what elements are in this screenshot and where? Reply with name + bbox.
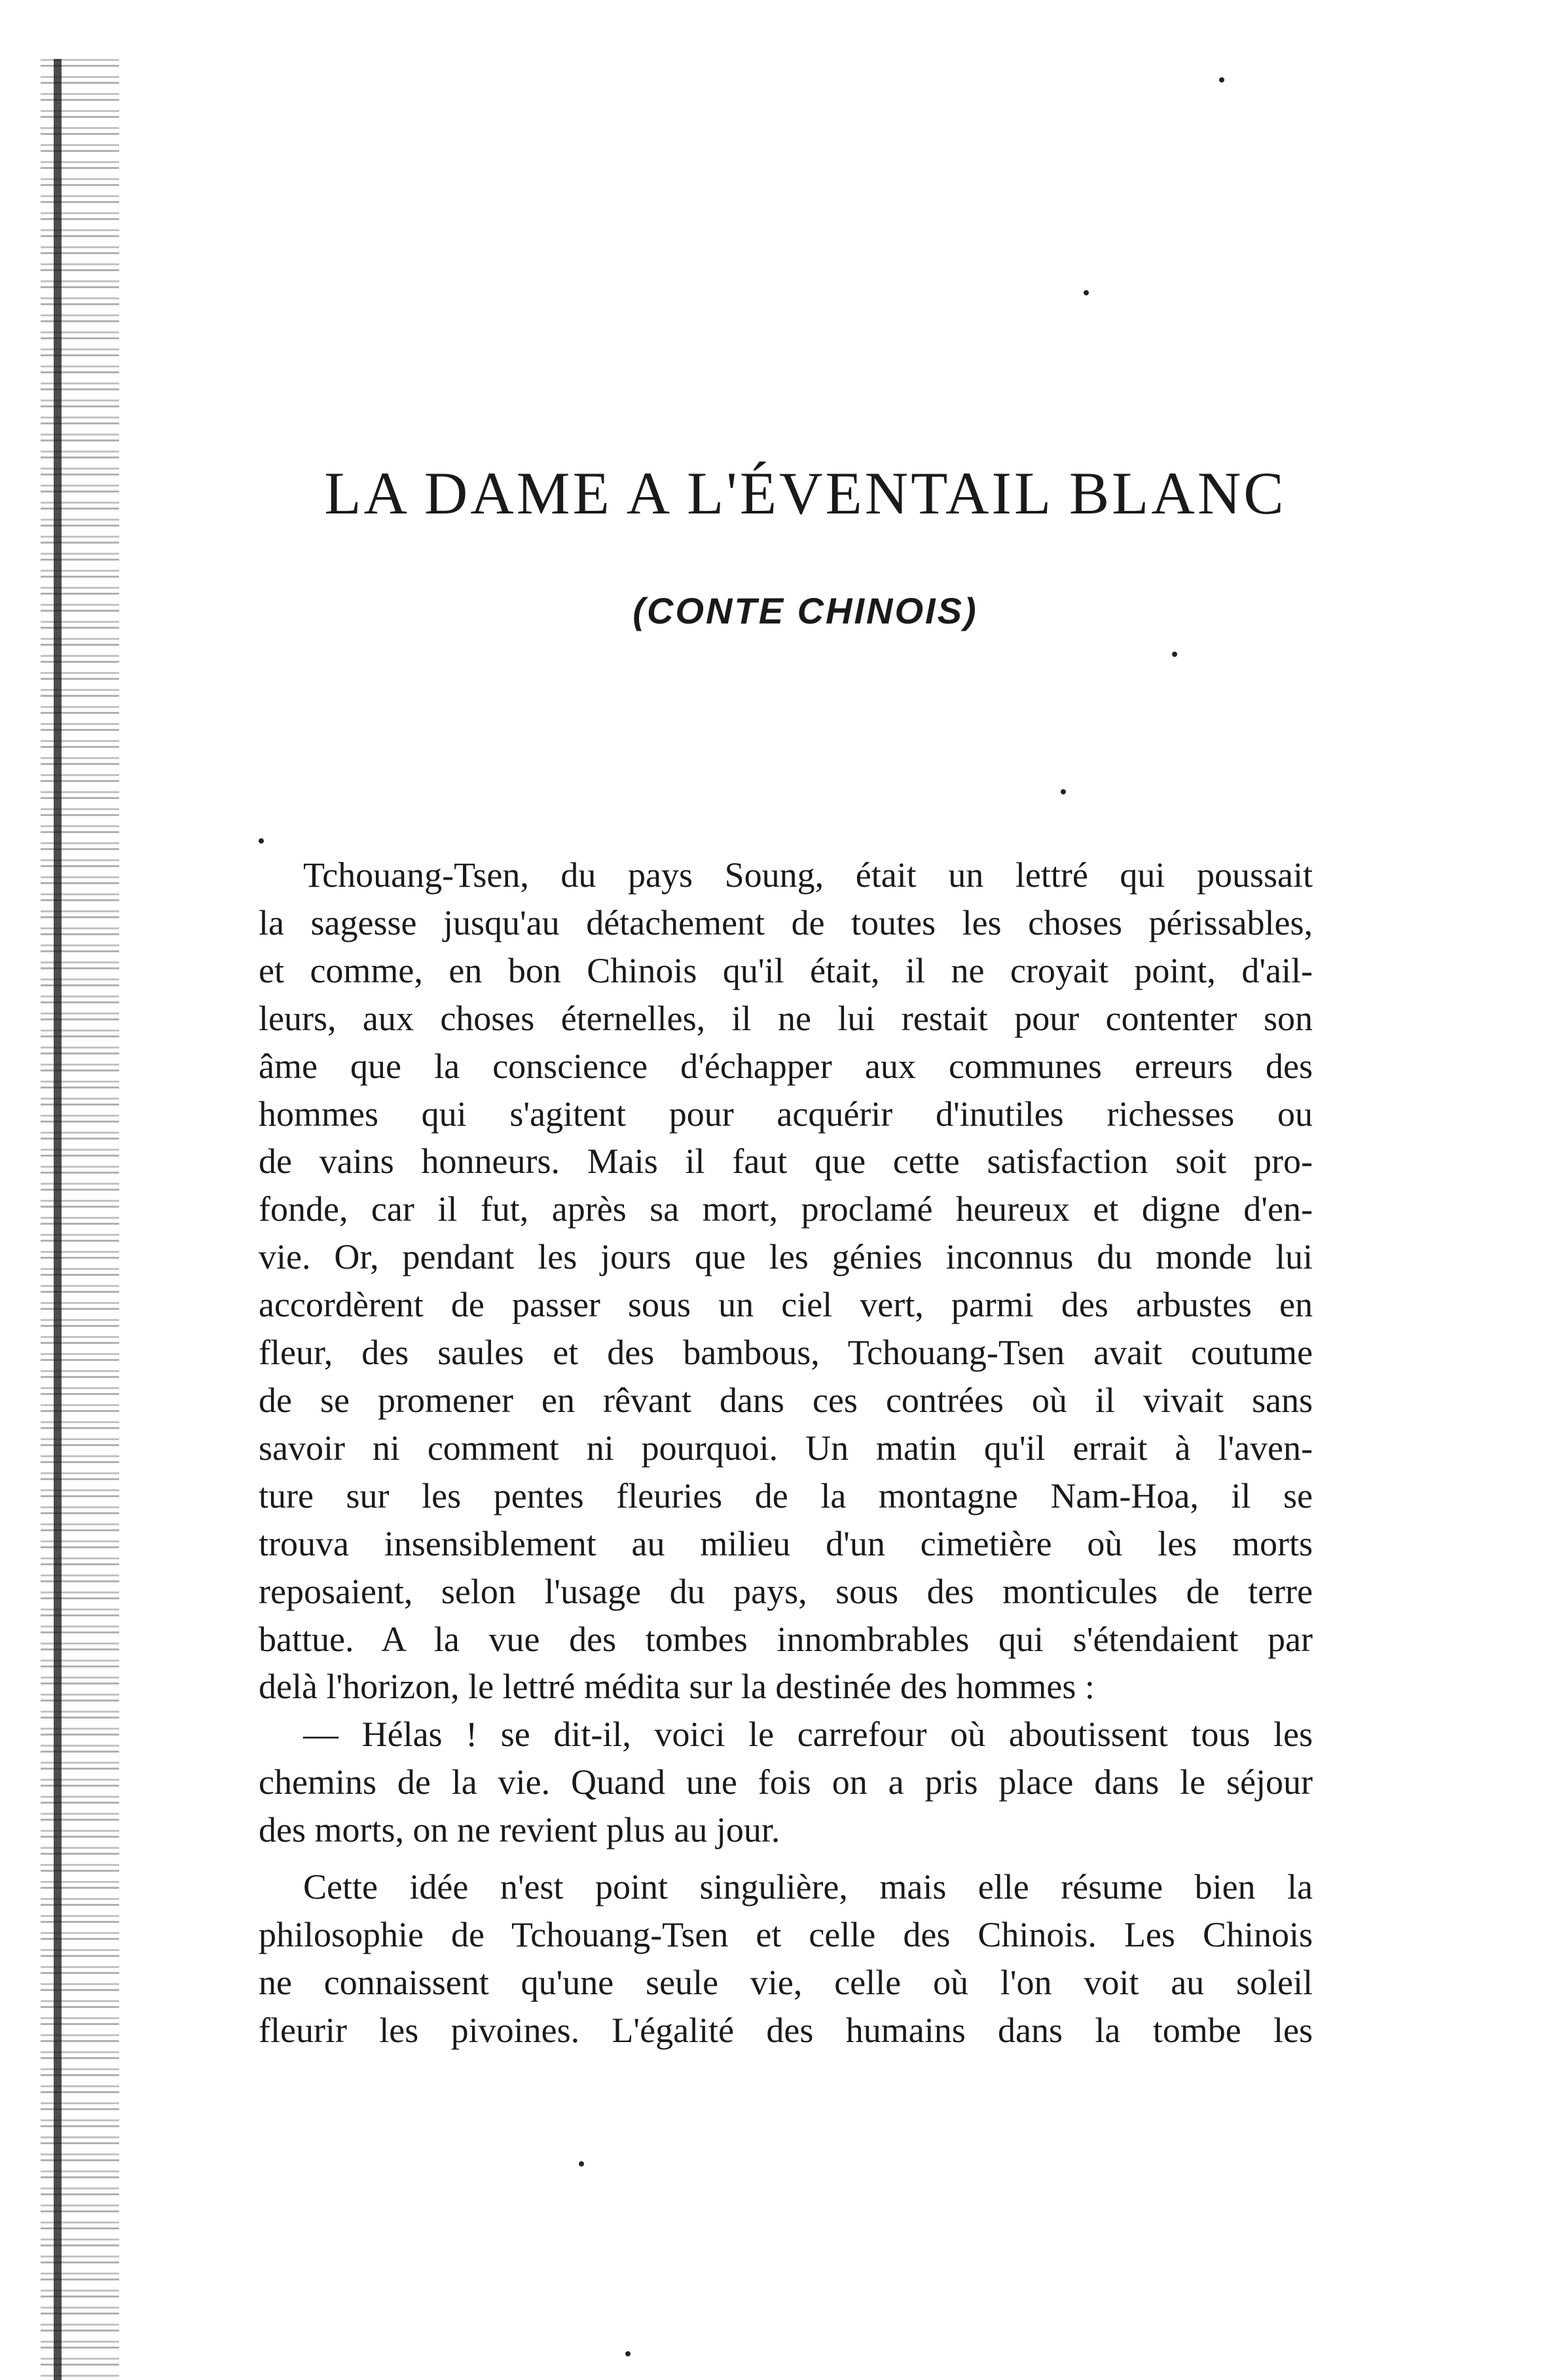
text-line: fleurir les pivoines. L'égalité des humains dans la tombe les xyxy=(259,2010,1313,2050)
text-line: — Hélas ! se dit-il, voici le carrefour où aboutissent tous les xyxy=(303,1715,1313,1755)
print-speck xyxy=(1061,789,1066,794)
text-line: vie. Or, pendant les jours que les génies inconnus du monde lui xyxy=(259,1237,1313,1277)
text-line: leurs, aux choses éternelles, il ne lui restait pour contenter son xyxy=(259,998,1313,1038)
text-line: des morts, on ne revient plus au jour. xyxy=(259,1810,780,1850)
text-line: hommes qui s'agitent pour acquérir d'inutiles richesses ou xyxy=(259,1094,1313,1134)
text-line: trouva insensiblement au milieu d'un cimetière où les morts xyxy=(259,1523,1313,1563)
text-line: philosophie de Tchouang-Tsen et celle des Chinois. Les Chinois xyxy=(259,1914,1313,1954)
text-line: savoir ni comment ni pourquoi. Un matin qu'il errait à l'aven- xyxy=(259,1428,1313,1468)
print-speck xyxy=(259,838,264,844)
page-title: LA DAME A L'ÉVENTAIL BLANC xyxy=(324,460,1287,527)
text-line: âme que la conscience d'échapper aux communes erreurs des xyxy=(259,1046,1313,1086)
text-line: fleur, des saules et des bambous, Tchouang-Tsen avait coutume xyxy=(259,1333,1313,1373)
body-text xyxy=(259,851,1313,2055)
print-speck xyxy=(1219,77,1224,83)
text-line: reposaient, selon l'usage du pays, sous des monticules de terre xyxy=(259,1571,1313,1611)
text-line: la sagesse jusqu'au détachement de toutes les choses périssables, xyxy=(259,902,1313,942)
text-line: battue. A la vue des tombes innombrables qui s'étendaient par xyxy=(259,1619,1313,1659)
paragraph-spacing xyxy=(259,1854,1313,1863)
text-line: ne connaissent qu'une seule vie, celle où l'on voit au soleil xyxy=(259,1962,1313,2002)
print-speck xyxy=(1172,652,1177,657)
binding-edge xyxy=(54,59,62,2380)
text-line: accordèrent de passer sous un ciel vert, parmi des arbustes en xyxy=(259,1285,1313,1325)
text-line: delà l'horizon, le lettré médita sur la destinée des hommes : xyxy=(259,1667,1095,1707)
text-line: Cette idée n'est point singulière, mais elle résume bien la xyxy=(303,1867,1313,1907)
paragraph xyxy=(259,851,1313,1711)
print-speck xyxy=(579,2161,584,2166)
print-speck xyxy=(1084,290,1089,295)
text-line: et comme, en bon Chinois qu'il était, il ne croyait point, d'ail- xyxy=(259,950,1313,990)
page-gutter-shadow xyxy=(41,59,119,2380)
text-line: fonde, car il fut, après sa mort, proclamé heureux et digne d'en- xyxy=(259,1189,1313,1229)
paragraph xyxy=(259,1863,1313,2055)
text-line: de vains honneurs. Mais il faut que cette satisfaction soit pro- xyxy=(259,1142,1313,1181)
print-speck xyxy=(625,2351,631,2356)
text-line: ture sur les pentes fleuries de la montagne Nam-Hoa, il se xyxy=(259,1476,1313,1515)
text-line: chemins de la vie. Quand une fois on a pris place dans le séjour xyxy=(259,1762,1313,1802)
text-line: Tchouang-Tsen, du pays Soung, était un lettré qui poussait xyxy=(303,855,1313,895)
paragraph xyxy=(259,1711,1313,1854)
text-line: de se promener en rêvant dans ces contrées où il vivait sans xyxy=(259,1380,1313,1420)
page-subtitle: (CONTE CHINOIS) xyxy=(632,590,978,631)
